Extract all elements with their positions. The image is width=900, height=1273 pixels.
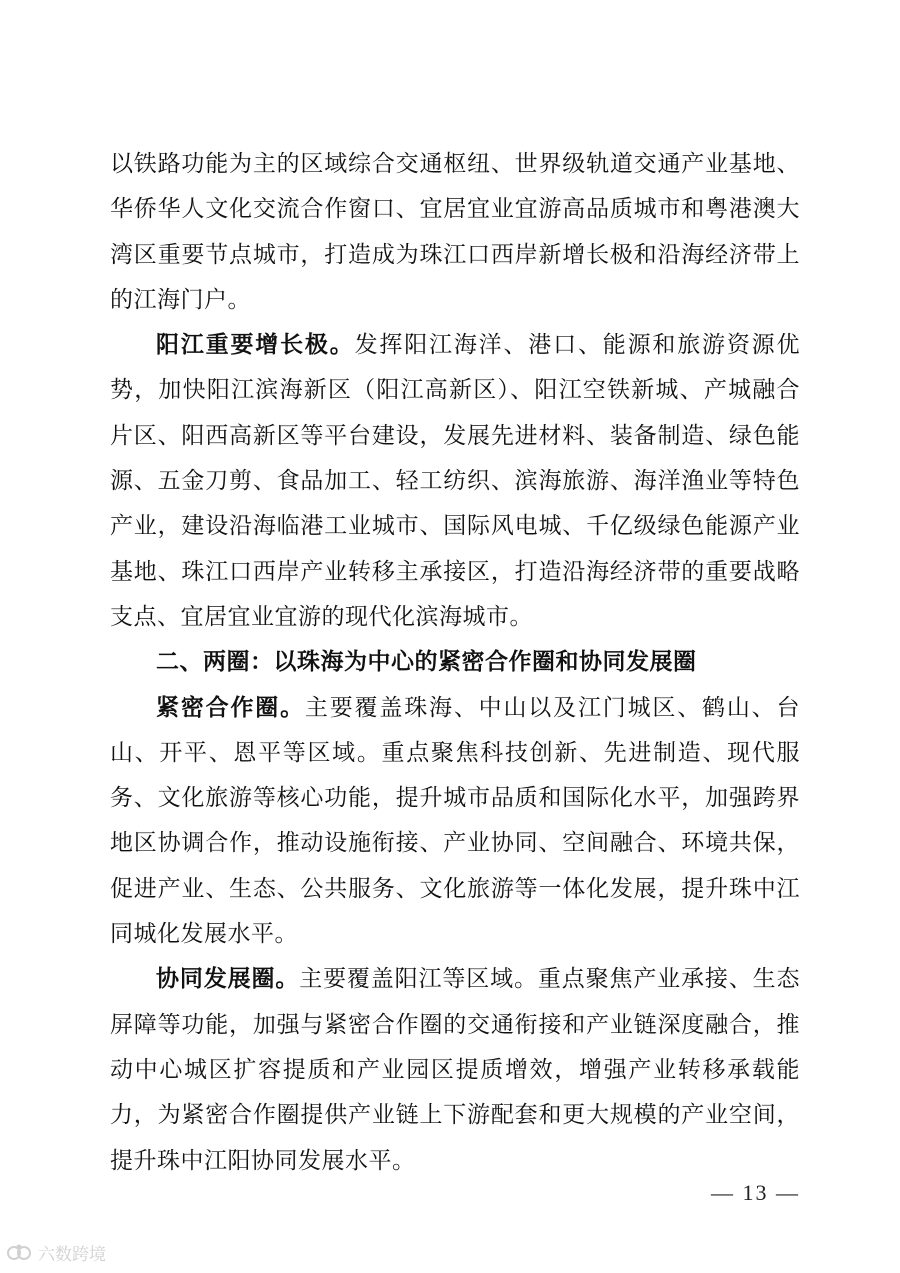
paragraph-text: 发挥阳江海洋、港口、能源和旅游资源优势，加快阳江滨海新区（阳江高新区）、阳江空铁新城、产城融合片区、阳西高新区等平台建设，发展先进材料、装备制造、绿色能源、五金刀剪、食品加工、轻工纺织、滨海旅游、海洋渔业等特色产业，建设沿海临港工业城市、国际风电城、千亿级绿色能源产业基地、珠江口西岸产业转移主承接区，打造沿海经济带的重要战略支点、宜居宜业宜游的现代化滨海城市。: [110, 332, 801, 630]
paragraph-text: 主要覆盖珠海、中山以及江门城区、鹤山、台山、开平、恩平等区域。重点聚焦科技创新、先进制造、现代服务、文化旅游等核心功能，提升城市品质和国际化水平，加强跨界地区协调合作，推动设施衔接、产业协同、空间融合、环境共保，促进产业、生态、公共服务、文化旅游等一体化发展，提升珠中江同城化发展水平。: [110, 694, 801, 948]
paragraph-coordinated-development: [110, 957, 800, 1183]
paragraph-title: 紧密合作圈。: [156, 694, 305, 721]
section-heading: 二、两圈：以珠海为中心的紧密合作圈和协同发展圈: [156, 649, 697, 676]
paragraph-yangjiang: [110, 323, 800, 640]
watermark: [6, 1240, 106, 1265]
watermark-text: 六数跨境: [38, 1245, 106, 1265]
paragraph-title: 阳江重要增长极。: [156, 332, 355, 359]
paragraph-continuation: [110, 142, 800, 323]
paragraph-text: 主要覆盖阳江等区域。重点聚焦产业承接、生态屏障等功能，加强与紧密合作圈的交通衔接和产业链深度融合，推动中心城区扩容提质和产业园区提质增效，增强产业转移承载能力，为紧密合作圈提供产业链上下游配套和更大规模的产业空间，提升珠中江阳协同发展水平。: [110, 966, 801, 1174]
paragraph-text: 以铁路功能为主的区域综合交通枢纽、世界级轨道交通产业基地、华侨华人文化交流合作窗口、宜居宜业宜游高品质城市和粤港澳大湾区重要节点城市，打造成为珠江口西岸新增长极和沿海经济带上的江海门户。: [110, 151, 800, 313]
document-body: [110, 142, 800, 1184]
logo-icon: [6, 1242, 32, 1264]
page-number: — 13 —: [711, 1180, 800, 1205]
paragraph-close-cooperation: [110, 686, 800, 958]
paragraph-title: 协同发展圈。: [156, 966, 300, 993]
